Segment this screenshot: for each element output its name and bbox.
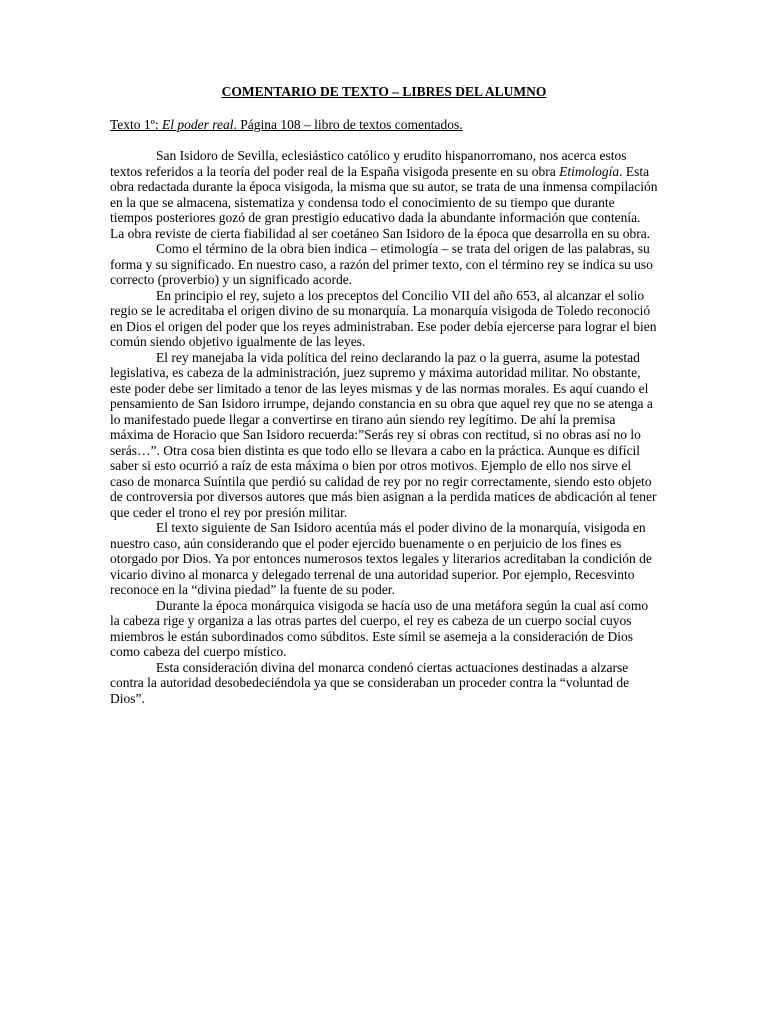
paragraph-1	[110, 148, 658, 241]
paragraph-1-work-title: Etimología	[559, 163, 620, 179]
paragraph-6: Durante la época monárquica visigoda se hacía uso de una metáfora según la cual así como la cabeza rige y organiza a las otras partes del cuerpo, el rey es cabeza de un cuerpo social cuyos miembros le están subordinados como súbditos. Este símil se asemeja a la consideración de Dios como cabeza del cuerpo místico.	[110, 597, 649, 659]
paragraph-4: El rey manejaba la vida política del reino declarando la paz o la guerra, asume la potestad legislativa, es cabeza de la administración, juez supremo y máxima autoridad militar. No obstante, este poder debe ser limitado a tenor de las leyes mismas y de las normas morales. Es aquí cuando el pensamiento de San Isidoro irrumpe, dejando constancia en su obra que aquel rey que no se atenga a lo manifestado puede llegar a convertirse en tirano aún siendo rey legítimo. De ahí la premisa máxima de Horacio que San Isidoro recuerda:”Serás rey si obras con rectitud, si no obras así no lo serás…”. Otra cosa bien distinta es que todo ello se llevara a cabo en la práctica. Aunque es difícil saber si esto ocurrió a raíz de esta máxima o bien por otros motivos. Ejemplo de ello nos sirve el caso de monarca Suíntila que perdió su calidad de rey por no regir correctamente, siendo esto objeto de controversia por diversos autores que más bien asignan a la perdida matices de abdicación al tener que ceder el trono el rey por presión militar.	[110, 349, 657, 520]
document-title: COMENTARIO DE TEXTO – LIBRES DEL ALUMNO	[221, 84, 547, 99]
text-reference	[110, 117, 658, 133]
paragraph-5: El texto siguiente de San Isidoro acentúa más el poder divino de la monarquía, visigoda en nuestro caso, aún considerando que el poder ejercido buenamente o en perjuicio de los fines es otorgado por Dios. Ya por entonces numerosos textos legales y literarios acreditaban la condición de vicario divino al monarca y delegado terrenal de una autoridad superior. Por ejemplo, Recesvinto reconoce en la “divina piedad” la fuente de su poder.	[110, 520, 652, 597]
paragraph-7: Esta consideración divina del monarca condenó ciertas actuaciones destinadas a alzarse contra la autoridad desobedeciéndola ya que se consideraban un proceder contra la “voluntad de Dios”.	[110, 659, 630, 706]
paragraph-2: Como el término de la obra bien indica – etimología – se trata del origen de las palabras, su forma y su significado. En nuestro caso, a razón del primer texto, con el término rey se indica su uso correcto (proverbio) y un significado acorde.	[110, 241, 653, 287]
paragraph-1-text-before: San Isidoro de Sevilla, eclesiástico católico y erudito hispanorromano, nos acerca estos textos referidos a la teoría del poder real de la España visigoda presente en su obra	[110, 148, 627, 179]
paragraph-3: En principio el rey, sujeto a los preceptos del Concilio VII del año 653, al alcanzar el solio regio se le acreditaba el origen divino de su monarquía. La monarquía visigoda de Toledo reconoció en Dios el origen del poder que los reyes administraban. Ese poder debía ejercerse para lograr el bien común siendo objetivo igualmente de las leyes.	[110, 287, 657, 349]
document-page	[110, 84, 658, 706]
text-reference-prefix: Texto 1º:	[110, 116, 162, 132]
text-reference-work-title: El poder real	[161, 116, 234, 132]
paragraph-1-text-after: . Esta obra redactada durante la época visigoda, la misma que su autor, se trata de una inmensa compilación en la que se almacena, sistematiza y condensa todo el conocimiento de su tiempo que durante tiempos posteriores gozó de gran prestigio educativo dada la abundante información que contenía. La obra reviste de cierta fiabilidad al ser coetáneo San Isidoro de la época que desarrolla en su obra.	[110, 163, 658, 241]
text-reference-suffix: . Página 108 – libro de textos comentados.	[233, 116, 463, 132]
